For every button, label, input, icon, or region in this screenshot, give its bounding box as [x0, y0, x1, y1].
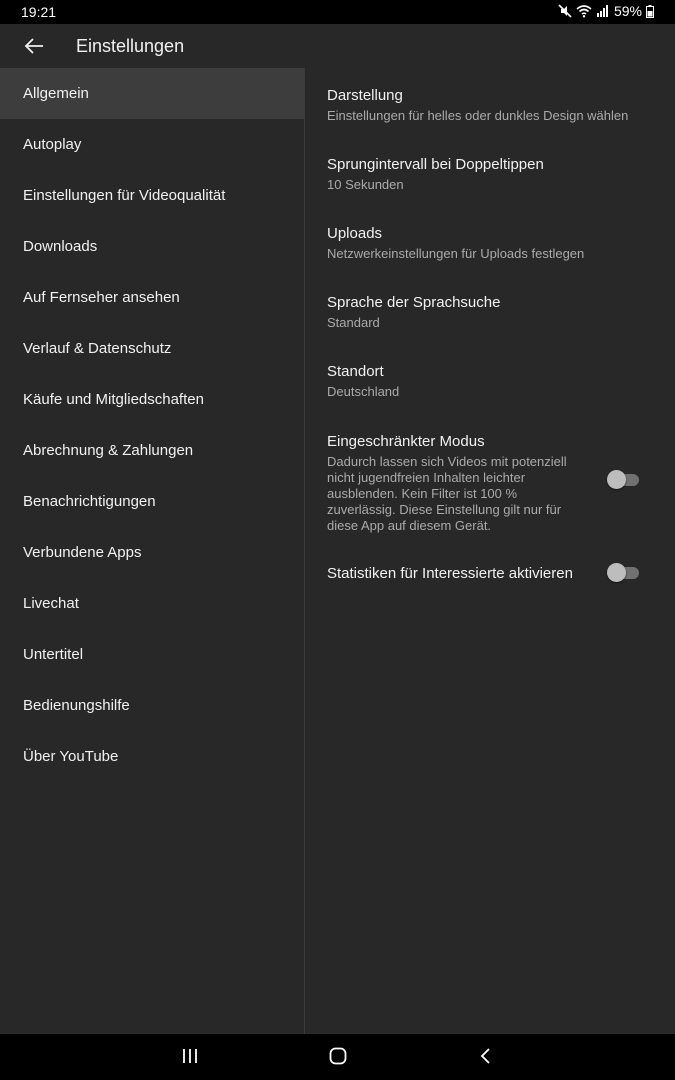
recent-apps-icon: [181, 1046, 199, 1066]
sidebar-item-benachrichtigungen[interactable]: Benachrichtigungen: [23, 493, 156, 510]
sidebar-item-ueber-youtube[interactable]: Über YouTube: [23, 748, 119, 765]
status-bar: [0, 0, 675, 24]
sidebar-item-bedienungshilfe[interactable]: Bedienungshilfe: [23, 697, 130, 714]
sidebar-item-abrechnung[interactable]: Abrechnung & Zahlungen: [23, 442, 194, 459]
sidebar-item-verlauf-datenschutz[interactable]: Verlauf & Datenschutz: [23, 340, 172, 357]
setting-title: Eingeschränkter Modus: [327, 433, 485, 450]
setting-title: Sprungintervall bei Doppeltippen: [327, 156, 544, 173]
setting-subtitle: Deutschland: [327, 384, 400, 399]
battery-level: 59%: [613, 3, 642, 19]
sidebar-item-untertitel[interactable]: Untertitel: [23, 646, 84, 663]
status-time: 19:21: [21, 4, 57, 20]
stats-for-nerds-toggle[interactable]: [607, 566, 641, 580]
setting-statistiken[interactable]: [327, 565, 647, 583]
arrow-left-icon: [20, 34, 48, 58]
sidebar-item-livechat[interactable]: Livechat: [23, 595, 79, 612]
setting-uploads[interactable]: [327, 225, 647, 262]
sidebar-item-videoqualitaet[interactable]: Einstellungen für Videoqualität: [23, 187, 226, 204]
setting-title: Sprache der Sprachsuche: [327, 294, 501, 311]
back-icon: [478, 1046, 494, 1066]
status-icons: [558, 3, 654, 19]
setting-eingeschraenkter-modus[interactable]: [327, 433, 647, 534]
setting-title: Uploads: [327, 225, 383, 242]
settings-content: [305, 68, 675, 1034]
sidebar-item-autoplay[interactable]: Autoplay: [23, 136, 82, 153]
setting-sprungintervall[interactable]: [327, 156, 647, 193]
setting-title: Statistiken für Interessierte aktivieren: [327, 565, 573, 582]
back-button[interactable]: [20, 34, 48, 58]
setting-sprache-sprachsuche[interactable]: [327, 294, 647, 331]
wifi-icon: [576, 4, 592, 18]
sidebar-item-fernseher[interactable]: Auf Fernseher ansehen: [23, 289, 180, 306]
setting-darstellung[interactable]: [327, 87, 647, 124]
setting-subtitle: 10 Sekunden: [327, 177, 404, 192]
sidebar-item-downloads[interactable]: Downloads: [23, 238, 98, 255]
setting-title: Darstellung: [327, 87, 403, 104]
signal-icon: [596, 5, 608, 17]
page-title: Einstellungen: [76, 36, 185, 56]
toggle-thumb: [607, 470, 626, 489]
app-bar: [0, 24, 675, 68]
sidebar-item-allgemein[interactable]: Allgemein: [0, 68, 304, 119]
system-back-button[interactable]: [478, 1046, 494, 1071]
recent-apps-button[interactable]: [181, 1046, 199, 1071]
setting-subtitle: Netzwerkeinstellungen für Uploads festlegen: [327, 246, 585, 261]
home-button[interactable]: [328, 1046, 348, 1071]
setting-subtitle: Standard: [327, 315, 380, 330]
settings-sidebar: [0, 68, 305, 1034]
toggle-thumb: [607, 563, 626, 582]
sidebar-item-kaeufe[interactable]: Käufe und Mitgliedschaften: [23, 391, 204, 408]
setting-standort[interactable]: [327, 363, 647, 400]
battery-icon: [646, 5, 654, 18]
restricted-mode-toggle[interactable]: [607, 473, 641, 487]
sidebar-item-verbundene-apps[interactable]: Verbundene Apps: [23, 544, 142, 561]
system-nav-bar: [0, 1034, 675, 1080]
home-icon: [328, 1046, 348, 1066]
setting-subtitle: Dadurch lassen sich Videos mit potenziell nicht jugendfreien Inhalten leichter ausblenden. Kein Filter ist 100 % zuverlässig. Diese Einstellung gilt nur für diese App auf diesem Gerät.: [327, 454, 567, 533]
setting-subtitle: Einstellungen für helles oder dunkles Design wählen: [327, 108, 629, 123]
mute-icon: [558, 4, 572, 18]
setting-title: Standort: [327, 363, 384, 380]
